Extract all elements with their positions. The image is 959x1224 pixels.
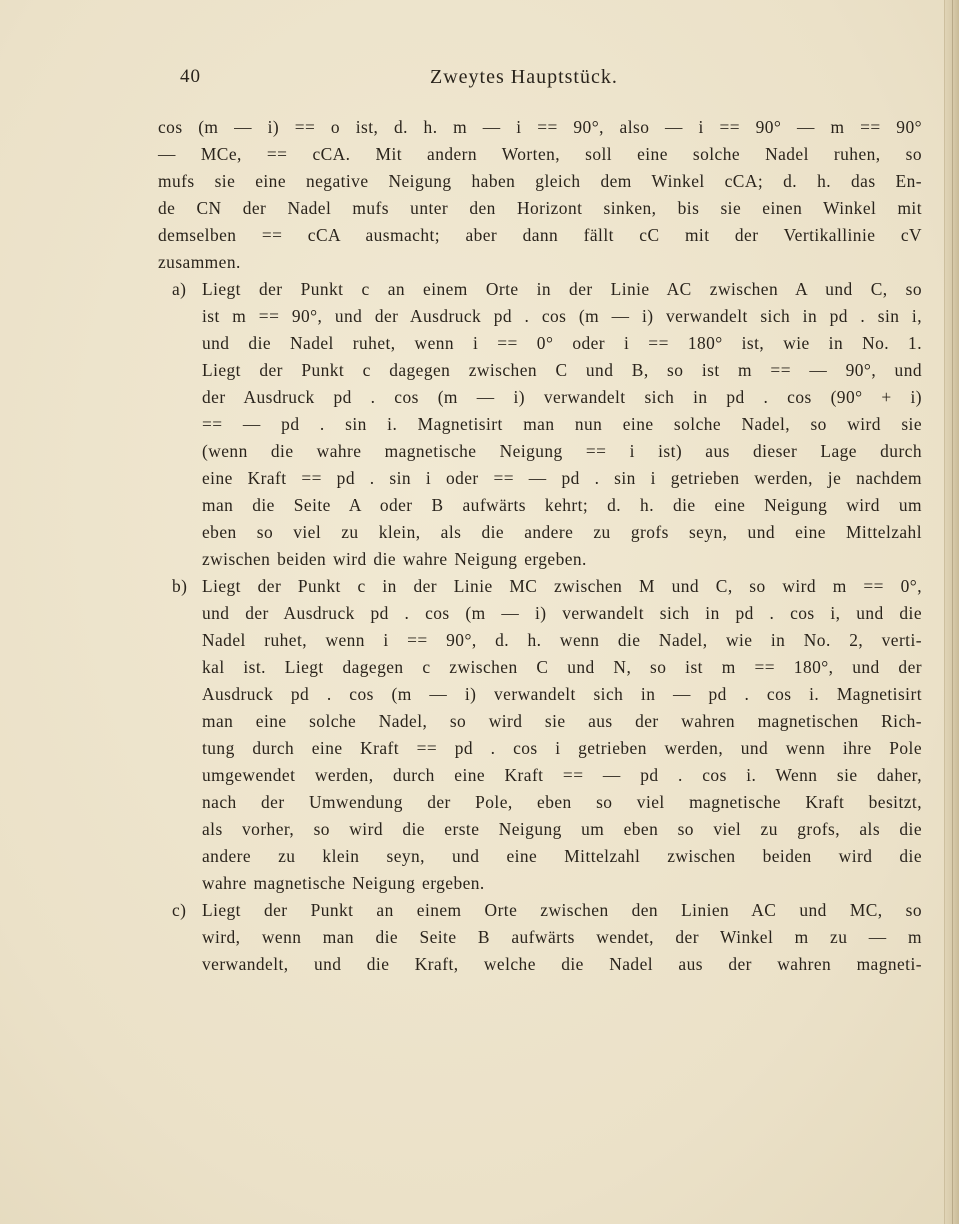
list-item-b (158, 573, 922, 897)
item-text: Liegt der Punkt c in der Linie MC zwischen M und C, so wird m == 0°, (202, 576, 922, 596)
text-line: mufs sie eine negative Neigung haben gleich dem Winkel cCA; d. h. das En- (158, 171, 922, 191)
text-line: de CN der Nadel mufs unter den Horizont sinken, bis sie einen Winkel mit (158, 198, 922, 218)
text-line (158, 573, 922, 600)
item-marker: b) (172, 576, 188, 596)
text-line: andere zu klein seyn, und eine Mittelzahl zwischen beiden wird die (202, 846, 922, 866)
list-item-a (158, 276, 922, 573)
text-line: eben so viel zu klein, als die andere zu grofs seyn, und eine Mittelzahl (202, 522, 922, 542)
text-line (158, 897, 922, 924)
text-line: kal ist. Liegt dagegen c zwischen C und N, so ist m == 180°, und der (202, 657, 922, 677)
body-text (158, 114, 922, 978)
text-line: eine Kraft == pd . sin i oder == — pd . sin i getrieben werden, je nachdem (202, 468, 922, 488)
text-line: Nadel ruhet, wenn i == 90°, d. h. wenn die Nadel, wie in No. 2, verti- (202, 630, 922, 650)
text-line: man eine solche Nadel, so wird sie aus der wahren magnetischen Rich- (202, 711, 922, 731)
text-line: der Ausdruck pd . cos (m — i) verwandelt sich in pd . cos (90° + i) (202, 387, 922, 407)
text-line: — MCe, == cCA. Mit andern Worten, soll eine solche Nadel ruhen, so (158, 144, 922, 164)
text-line: cos (m — i) == o ist, d. h. m — i == 90°, also — i == 90° — m == 90° (158, 117, 922, 137)
text-line: demselben == cCA ausmacht; aber dann fällt cC mit der Vertikallinie cV (158, 225, 922, 245)
list-item-c (158, 897, 922, 978)
text-line: Liegt der Punkt c dagegen zwischen C und B, so ist m == — 90°, und (202, 360, 922, 380)
text-line: und die Nadel ruhet, wenn i == 0° oder i == 180° ist, wie in No. 1. (202, 333, 922, 353)
text-line: zusammen. (158, 252, 241, 272)
text-line: == — pd . sin i. Magnetisirt man nun eine solche Nadel, so wird sie (202, 414, 922, 434)
text-line: umgewendet werden, durch eine Kraft == — pd . cos i. Wenn sie daher, (202, 765, 922, 785)
text-line: ist m == 90°, und der Ausdruck pd . cos (m — i) verwandelt sich in pd . sin i, (202, 306, 922, 326)
page-header (180, 66, 860, 96)
text-line: als vorher, so wird die erste Neigung um eben so viel zu grofs, als die (202, 819, 922, 839)
text-line: tung durch eine Kraft == pd . cos i getrieben werden, und wenn ihre Pole (202, 738, 922, 758)
page-edge-line (952, 0, 953, 1224)
item-text: Liegt der Punkt an einem Orte zwischen den Linien AC und MC, so (202, 900, 922, 920)
text-line (158, 276, 922, 303)
item-marker: a) (172, 279, 187, 299)
text-line: nach der Umwendung der Pole, eben so viel magnetische Kraft besitzt, (202, 792, 922, 812)
text-line: man die Seite A oder B aufwärts kehrt; d. h. die eine Neigung wird um (202, 495, 922, 515)
text-line: wahre magnetische Neigung ergeben. (202, 873, 485, 893)
text-line: und der Ausdruck pd . cos (m — i) verwandelt sich in pd . cos i, und die (202, 603, 922, 623)
text-line: Ausdruck pd . cos (m — i) verwandelt sich in — pd . cos i. Magnetisirt (202, 684, 922, 704)
item-text: Liegt der Punkt c an einem Orte in der Linie AC zwischen A und C, so (202, 279, 922, 299)
text-line: zwischen beiden wird die wahre Neigung ergeben. (202, 549, 587, 569)
text-line: (wenn die wahre magnetische Neigung == i ist) aus dieser Lage durch (202, 441, 922, 461)
running-title: Zweytes Hauptstück. (430, 66, 618, 88)
text-line: verwandelt, und die Kraft, welche die Nadel aus der wahren magneti- (202, 954, 922, 974)
page-number: 40 (180, 66, 201, 87)
text-line: wird, wenn man die Seite B aufwärts wendet, der Winkel m zu — m (202, 927, 922, 947)
item-marker: c) (172, 900, 187, 920)
